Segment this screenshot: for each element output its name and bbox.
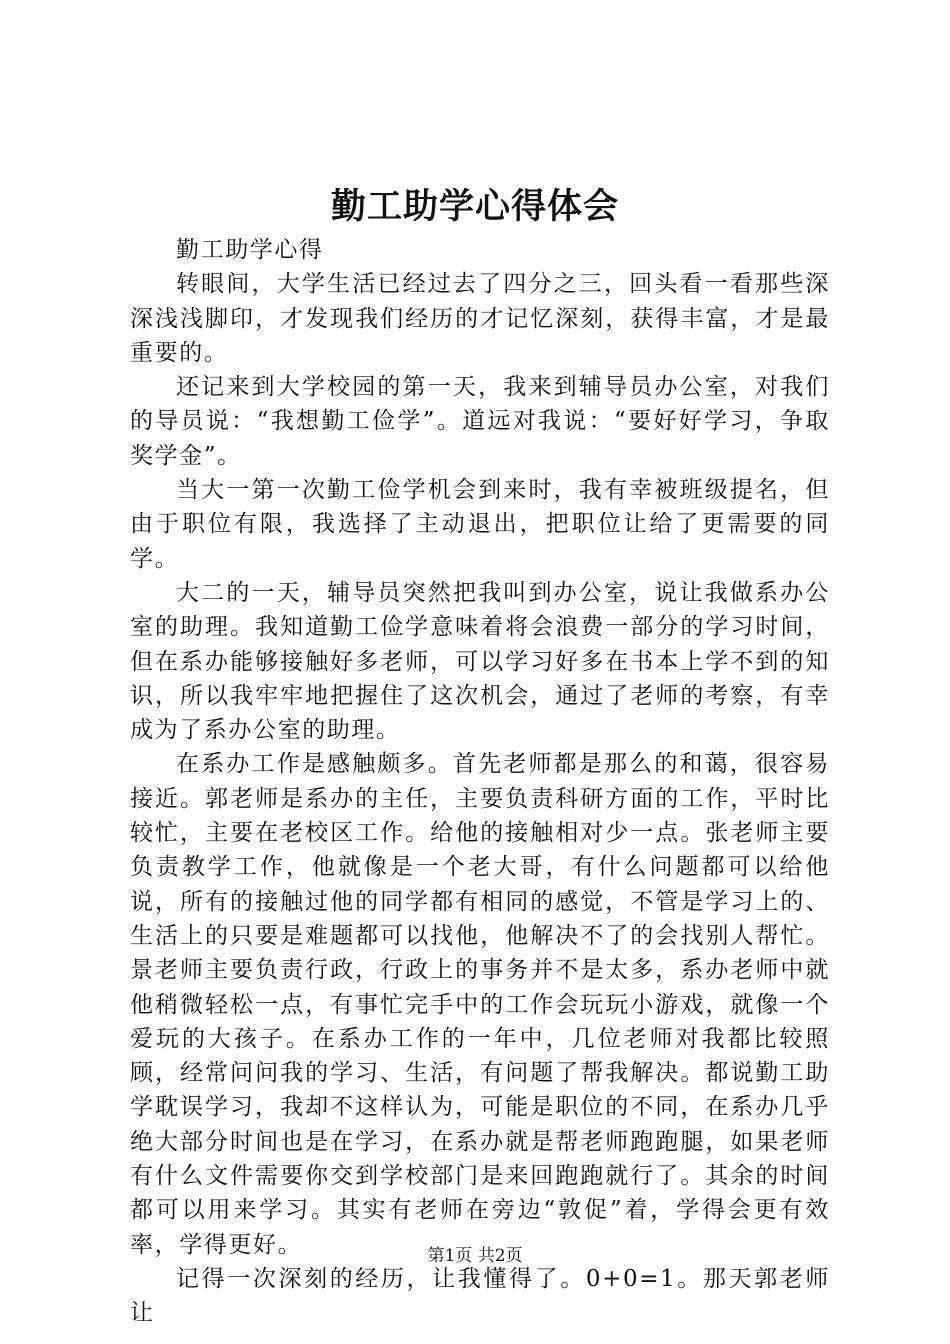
paragraph: 还记来到大学校园的第一天，我来到辅导员办公室，对我们的导员说：“我想勤工俭学”。道远对我说：“要好好学习，争取奖学金”。 bbox=[130, 374, 830, 469]
document-title: 勤工助学心得体会 bbox=[330, 186, 619, 227]
paragraph: 在系办工作是感触颇多。首先老师都是那么的和蔼，很容易接近。郭老师是系办的主任，主要负责科研方面的工作，平时比较忙，主要在老校区工作。给他的接触相对少一点。张老师主要负责教学工作，他就像是一个老大哥，有什么问题都可以给他说，所有的接触过他的同学都有相同的感觉，不管是学习上的、生活上的只要是难题都可以找他，他解决不了的会找别人帮忙。景老师主要负责行政，行政上的事务并不是太多，系办老师中就他稍微轻松一点，有事忙完手中的工作会玩玩小游戏，就像一个爱玩的大孩子。在系办工作的一年中，几位老师对我都比较照顾，经常问问我的学习、生活，有问题了帮我解决。都说勤工助学耽误学习，我却不这样认为，可能是职位的不同，在系办几乎绝大部分时间也是在学习，在系办就是帮老师跑跑腿，如果老师有什么文件需要你交到学校部门是来回跑跑就行了。其余的时间都可以用来学习。其实有老师在旁边“敦促”着，学得会更有效率，学得更好。 bbox=[130, 751, 830, 1258]
paragraph: 当大一第一次勤工俭学机会到来时，我有幸被班级提名，但由于职位有限，我选择了主动退出，把职位让给了更需要的同学。 bbox=[130, 477, 830, 572]
document-body bbox=[130, 233, 830, 1331]
paragraph: 大二的一天，辅导员突然把我叫到办公室，说让我做系办公室的助理。我知道勤工俭学意味着将会浪费一部分的学习时间，但在系办能够接触好多老师，可以学习好多在书本上学不到的知识，所以我牢牢地把握住了这次机会，通过了老师的考察，有幸成为了系办公室的助理。 bbox=[130, 579, 830, 744]
page-number-footer: 第1页 共2页 bbox=[427, 1246, 523, 1266]
paragraph: 记得一次深刻的经历，让我懂得了。0+0=1。那天郭老师让 bbox=[130, 1265, 830, 1327]
paragraph-subtitle: 勤工助学心得 bbox=[176, 237, 324, 263]
paragraph: 转眼间，大学生活已经过去了四分之三，回头看一看那些深深浅浅脚印，才发现我们经历的才记忆深刻，获得丰富，才是最重要的。 bbox=[130, 271, 830, 366]
